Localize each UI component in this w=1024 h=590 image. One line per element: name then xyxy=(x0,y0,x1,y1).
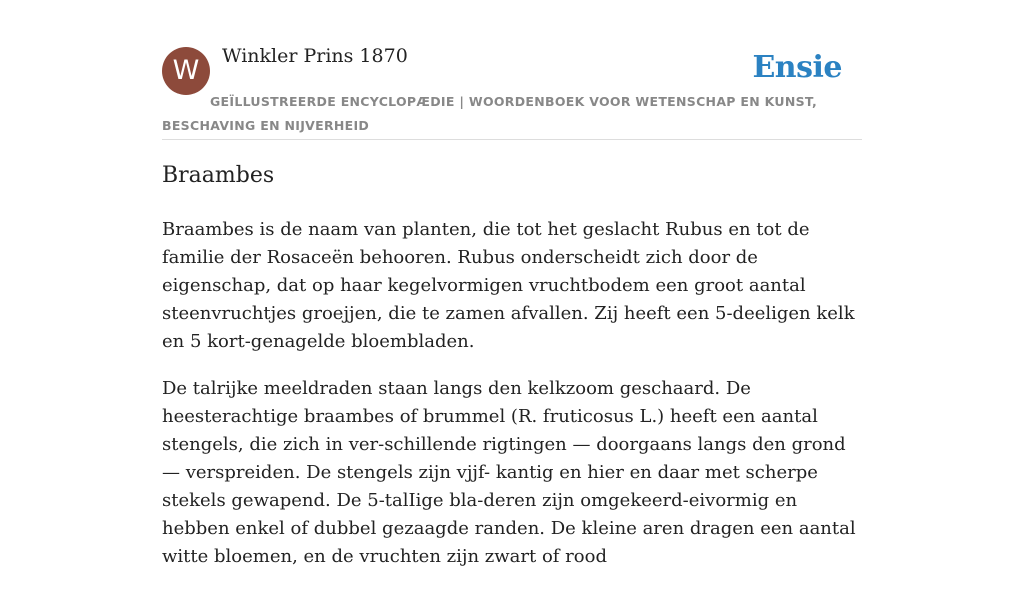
article-paragraph-2: De talrijke meeldraden staan langs den kelkzoom geschaard. De heesterachtige braambes of brummel (R. fruticosus L.) heeft een aantal stengels, die zich in ver-schillende rigtingen — doorgaans langs den grond — verspreiden. De stengels zijn vjjf- kantig en hier en daar met scherpe stekels gewapend. De 5-talIige bla-deren zijn omgekeerd-eivormig en hebben enkel of dubbel gezaagde randen. De kleine aren dragen een aantal witte bloemen, en de vruchten zijn zwart of rood xyxy=(162,378,856,567)
source-title-link[interactable]: Winkler Prins 1870 xyxy=(222,45,408,67)
article-body xyxy=(162,216,864,590)
article-title: Braambes xyxy=(162,163,275,188)
source-avatar[interactable]: W xyxy=(162,47,210,95)
article-paragraph-1: Braambes is de naam van planten, die tot het geslacht Rubus en tot de familie der Rosaceën behooren. Rubus onderscheidt zich door de eigenschap, dat op haar kegelvormigen vruchtbodem een groot aantal steenvruchtjes groejjen, die te zamen afvallen. Zij heeft een 5-deeligen kelk en 5 kort-genagelde bloembladen. xyxy=(162,219,855,352)
ensie-logo-link[interactable]: Ensie xyxy=(752,50,842,85)
source-subtitle: GEÏLLUSTREERDE ENCYCLOPÆDIE | WOORDENBOEK VOOR WETENSCHAP EN KUNST, BESCHAVING EN NIJVERHEID xyxy=(162,94,818,133)
header-divider xyxy=(162,139,862,140)
